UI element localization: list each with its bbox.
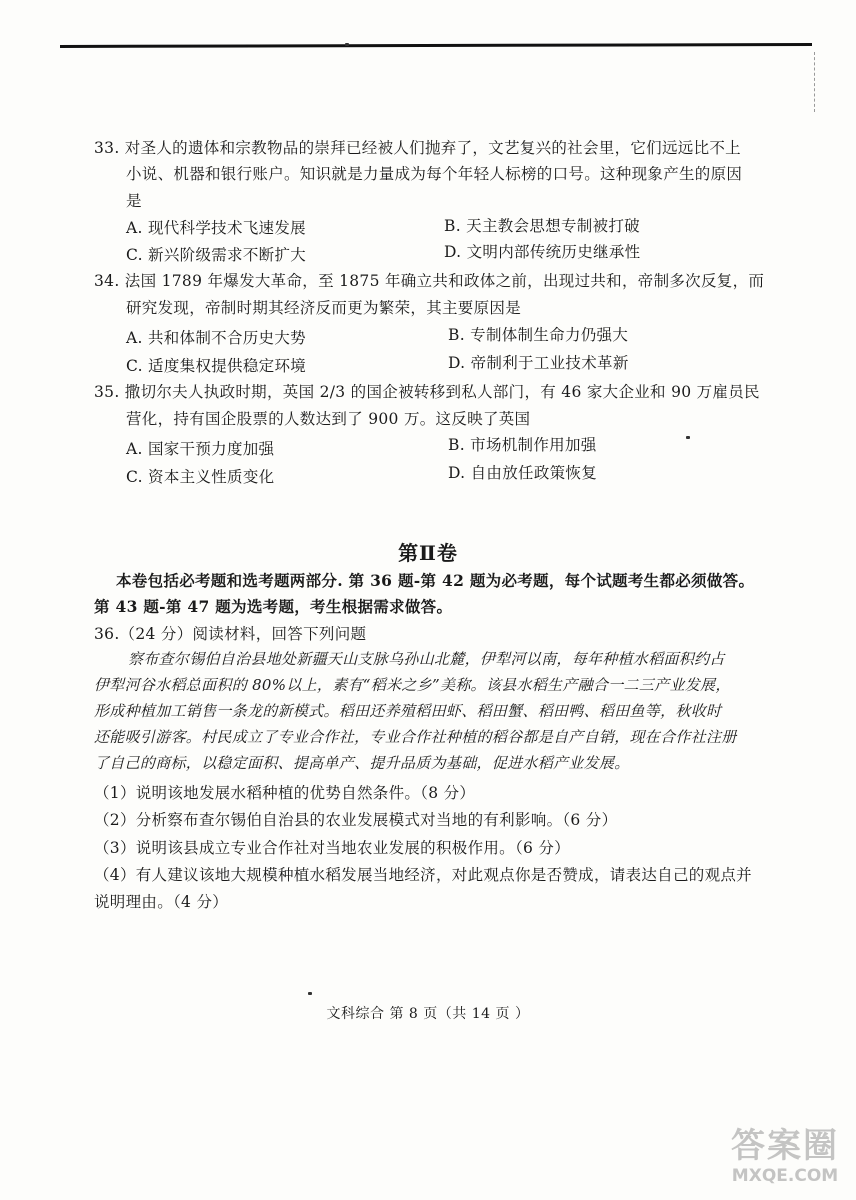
- question-35-option-a: A. 国家干预力度加强: [126, 440, 275, 458]
- scan-speck: [345, 43, 349, 46]
- question-34-option-b: B. 专制体制生命力仍强大: [448, 326, 629, 344]
- question-36-sub-question-1: （1）说明该地发展水稻种植的优势自然条件。（8 分）: [94, 784, 476, 802]
- question-34-option-c: C. 适度集权提供稳定环境: [126, 357, 307, 375]
- question-34-option-d: D. 帝制利于工业技术革新: [448, 354, 629, 372]
- question-36-material-line: 了自己的商标，以稳定面积、提高单产、提升品质为基础，促进水稻产业发展。: [94, 754, 630, 772]
- question-35-option-c: C. 资本主义性质变化: [126, 468, 275, 486]
- question-33-stem-line: 小说、机器和银行账户。知识就是力量成为每个年轻人标榜的口号。这种现象产生的原因: [126, 165, 743, 183]
- question-36-material-line: 形成种植加工销售一条龙的新模式。稻田还养殖稻田虾、稻田蟹、稻田鸭、稻田鱼等，秋收时: [94, 702, 722, 720]
- question-33-stem-line: 33. 对圣人的遗体和宗教物品的崇拜已经被人们抛弃了，文艺复兴的社会里，它们远远比不上: [94, 139, 741, 157]
- question-36-sub-question-3: （3）说明该县成立专业合作社对当地农业发展的积极作用。（6 分）: [94, 839, 571, 857]
- question-35-stem-line: 营化，持有国企股票的人数达到了 900 万。这反映了英国: [126, 410, 531, 428]
- question-33-option-d: D. 文明内部传统历史继承性: [444, 243, 641, 261]
- question-34-stem-line: 研究发现，帝制时期其经济反而更为繁荣，其主要原因是: [126, 299, 522, 317]
- top-rule: [60, 43, 812, 48]
- page-footer: 文科综合 第 8 页（共 14 页 ）: [326, 1006, 530, 1022]
- question-36-material-line: 伊犁河谷水稻总面积的 80%以上，素有“稻米之乡”美称。该县水稻生产融合一二三产业发展，: [94, 676, 731, 694]
- question-36-material-line: 察布查尔锡伯自治县地处新疆天山支脉乌孙山北麓，伊犁河以南，每年种植水稻面积约占: [128, 650, 725, 668]
- scan-speck: [686, 436, 690, 439]
- question-36-material-line: 还能吸引游客。村民成立了专业合作社，专业合作社种植的稻谷都是自产自销，现在合作社注册: [94, 728, 737, 746]
- scan-speck: [308, 992, 312, 995]
- question-34-stem-line: 34. 法国 1789 年爆发大革命，至 1875 年确立共和政体之前，出现过共和，帝制多次反复，而: [94, 272, 765, 290]
- section-intro-line: 第 43 题-第 47 题为选考题，考生根据需求做答。: [94, 597, 453, 616]
- question-36-sub-question-4-cont: 说明理由。（4 分）: [94, 893, 229, 911]
- question-33-option-a: A. 现代科学技术飞速发展: [126, 219, 306, 237]
- question-36-header: 36.（24 分）阅读材料，回答下列问题: [94, 625, 367, 643]
- question-35-option-d: D. 自由放任政策恢复: [448, 464, 598, 482]
- question-36-sub-question-2: （2）分析察布查尔锡伯自治县的农业发展模式对当地的有利影响。（6 分）: [94, 811, 618, 829]
- question-33-option-b: B. 天主教会思想专制被打破: [444, 217, 640, 235]
- watermark-logo: [720, 1126, 850, 1194]
- question-36-sub-question-4: （4）有人建议该地大规模种植水稻发展当地经济，对此观点你是否赞成，请表达自己的观点并: [94, 866, 752, 884]
- question-33-option-c: C. 新兴阶级需求不断扩大: [126, 246, 307, 264]
- question-34-option-a: A. 共和体制不合历史大势: [126, 329, 306, 347]
- question-33-stem-line: 是: [126, 192, 142, 210]
- section-title: 第Ⅱ卷: [398, 541, 458, 565]
- section-intro-line: 本卷包括必考题和选考题两部分. 第 36 题-第 42 题为必考题，每个试题考生都必须做答。: [116, 571, 755, 590]
- watermark-logo-text: 答案圈: [731, 1126, 839, 1166]
- question-35-stem-line: 35. 撒切尔夫人执政时期，英国 2/3 的国企被转移到私人部门，有 46 家大企业和 90 万雇员民: [94, 383, 760, 401]
- page-edge-mark: [814, 52, 816, 112]
- watermark-url: MXQE.COM: [731, 1166, 839, 1186]
- question-35-option-b: B. 市场机制作用加强: [448, 436, 597, 454]
